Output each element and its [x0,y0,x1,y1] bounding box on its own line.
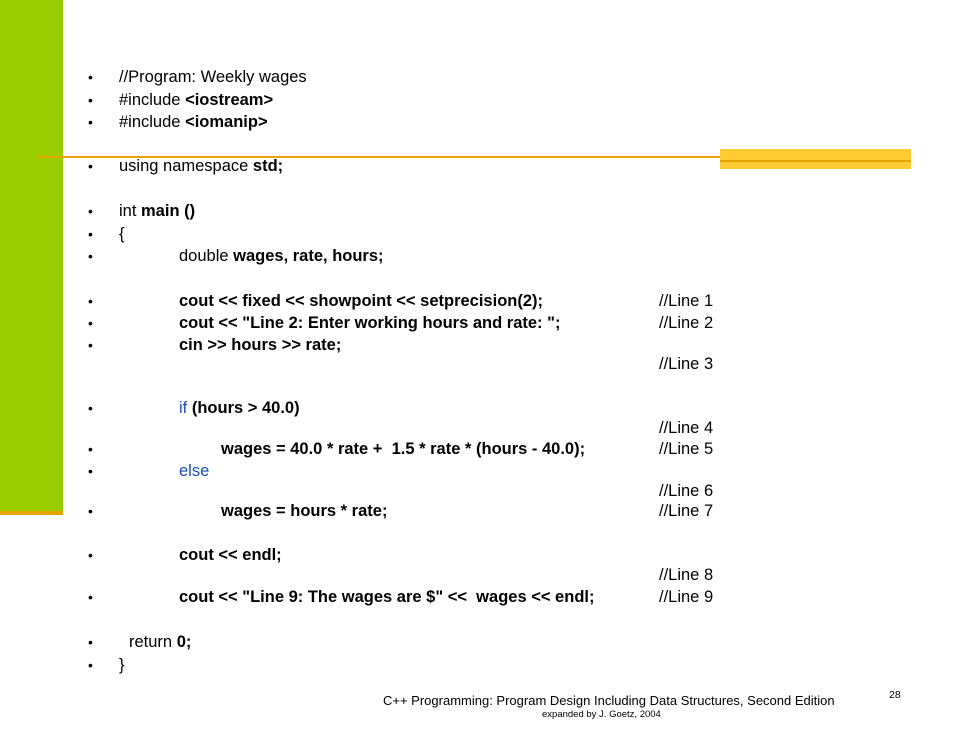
code-line [0,461,210,481]
bullet: • [88,463,93,479]
keyword-else: else [179,462,210,480]
bullet: • [88,657,93,673]
code-line [0,313,714,333]
code-text: #include [119,113,186,131]
code-text: { [119,225,125,243]
code-text-bold: (hours > 40.0) [191,399,300,417]
line-comment: //Line 3 [659,355,714,373]
code-line [0,67,307,87]
bullet: • [88,441,93,457]
bullet: • [88,337,93,353]
code-line [0,418,714,438]
code-line [0,439,714,459]
line-comment: //Line 8 [659,566,714,584]
code-text-bold: cout << fixed << showpoint << setprecision(2); [179,292,544,310]
code-line [0,481,714,501]
line-comment: //Line 2 [659,314,714,332]
code-line [0,565,714,585]
bullet: • [88,400,93,416]
bullet: • [88,114,93,130]
bullet: • [88,92,93,108]
line-comment: //Line 9 [659,588,714,606]
code-text-bold: cout << "Line 9: The wages are $" << wages << endl; [179,588,595,606]
code-text-bold: cout << endl; [179,546,282,564]
code-text-bold: wages, rate, hours; [233,247,384,265]
line-comment: //Line 6 [659,482,714,500]
code-line [0,291,714,311]
bullet: • [88,634,93,650]
code-text: //Program: Weekly wages [119,68,307,86]
line-comment: //Line 5 [659,440,714,458]
code-line [0,501,714,521]
code-line [0,246,384,266]
code-line [0,224,125,244]
line-comment: //Line 4 [659,419,714,437]
code-text-bold: wages = 40.0 * rate + 1.5 * rate * (hours - 40.0); [221,440,586,458]
code-text-bold: cin >> hours >> rate; [179,336,342,354]
page-number: 28 [889,689,901,701]
code-line [0,354,714,374]
bullet: • [88,248,93,264]
code-text-bold: std; [252,157,284,175]
code-text: int [119,202,142,220]
code-line [0,156,284,176]
code-line [0,335,342,355]
footer-title: C++ Programming: Program Design Including Data Structures, Second Edition [383,693,835,708]
bullet: • [88,158,93,174]
code-text: using namespace [119,157,253,175]
footer-subtitle: expanded by J. Goetz, 2004 [542,709,661,720]
bullet: • [88,589,93,605]
decorative-yellow-block [720,149,911,169]
code-text-bold: <iomanip> [185,113,268,131]
bullet: • [88,69,93,85]
code-text: return [129,633,177,651]
bullet: • [88,293,93,309]
bullet: • [88,547,93,563]
line-comment: //Line 1 [659,292,714,310]
code-text-bold: 0; [176,633,192,651]
bullet: • [88,503,93,519]
code-line [0,632,192,652]
bullet: • [88,203,93,219]
code-text-bold: wages = hours * rate; [221,502,388,520]
code-text: } [119,656,125,674]
code-line [0,398,300,418]
line-comment: //Line 7 [659,502,714,520]
code-text: #include [119,91,186,109]
code-text-bold: <iostream> [185,91,274,109]
code-line [0,112,268,132]
bullet: • [88,315,93,331]
code-line [0,545,282,565]
decorative-yellow-strip [720,160,911,162]
code-text: double [179,247,234,265]
code-text-bold: main () [141,202,196,220]
code-text-bold: cout << "Line 2: Enter working hours and rate: "; [179,314,561,332]
bullet: • [88,226,93,242]
code-line [0,90,274,110]
keyword-if: if [179,399,192,417]
code-line [0,201,196,221]
code-line [0,587,714,607]
code-line [0,655,125,675]
